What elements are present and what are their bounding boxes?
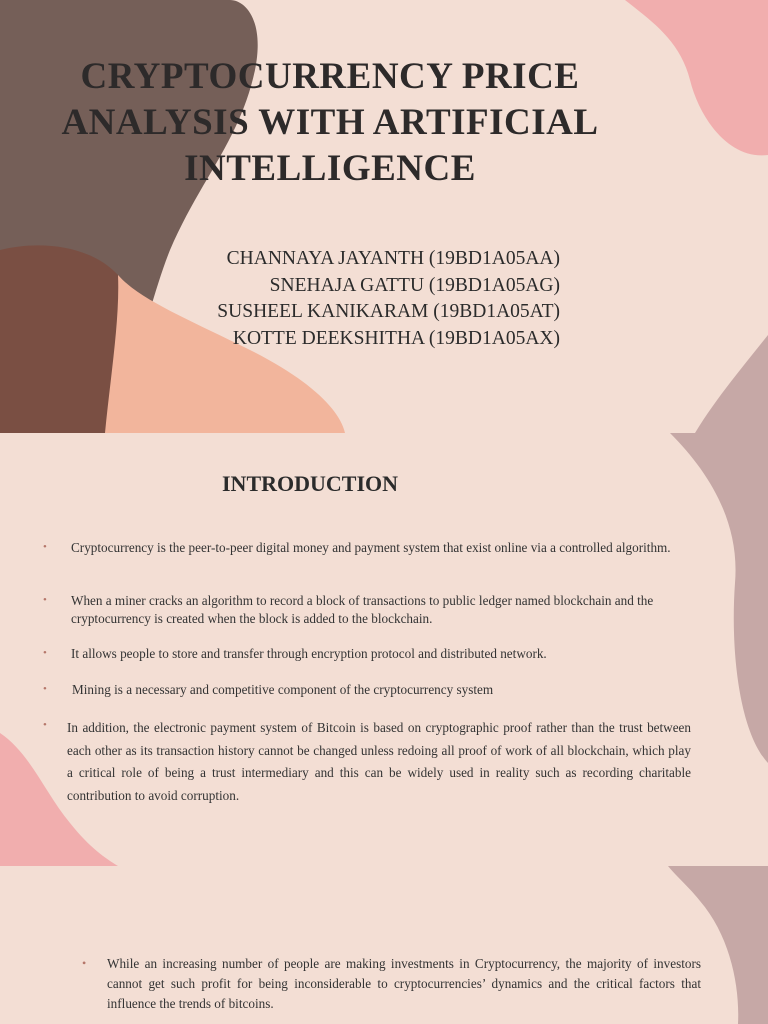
bullet-dot: • (82, 956, 87, 970)
bullet-text: It allows people to store and transfer through encryption protocol and distributed network. (71, 646, 547, 661)
bullet-dot: • (43, 683, 47, 695)
bullet-text: While an increasing number of people are making investments in Cryptocurrency, the majority of investors cannot get such profit for being inconsiderable to cryptocurrencies’ dynamics and the critical factors that influence the trends of bitcoins. (107, 956, 701, 1011)
author-name: KOTTE DEEKSHITHA (19BD1A05AX) (232, 327, 560, 349)
introduction-slide (0, 433, 768, 866)
bullet-dot: • (43, 647, 47, 659)
section-heading: INTRODUCTION (222, 471, 399, 496)
title-slide (0, 0, 768, 433)
author-name: SUSHEEL KANIKARAM (19BD1A05AT) (217, 301, 560, 322)
paragraph-text: In addition, the electronic payment system of Bitcoin is based on cryptographic proof rather than the trust between each other as its transaction history cannot be changed unless redoing all proof of work of all blockchain, which play a critical role of being a trust intermediary and this can be widely used in reality such as recording charitable contribution to avoid corruption. (67, 720, 691, 803)
motivation-slide (0, 866, 768, 1024)
author-name: CHANNAYA JAYANTH (19BD1A05AA) (226, 248, 560, 269)
bullet-text: When a miner cracks an algorithm to record a block of transactions to public ledger named blockchain and the cryptocurrency is created when the block is added to the blockchain. (71, 593, 654, 626)
bullet-dot: • (43, 541, 47, 553)
author-name: SNEHAJA GATTU (19BD1A05AG) (269, 274, 560, 296)
bullet-text: Mining is a necessary and competitive component of the cryptocurrency system (72, 682, 494, 697)
bullet-dot: • (43, 719, 47, 731)
bullet-text: Cryptocurrency is the peer-to-peer digital money and payment system that exist online via a controlled algorithm. (71, 540, 671, 555)
author-list (217, 246, 560, 352)
presentation-title: CRYPTOCURRENCY PRICE ANALYSIS WITH ARTIFICIAL INTELLIGENCE (61, 56, 599, 189)
bullet-dot: • (43, 594, 47, 606)
